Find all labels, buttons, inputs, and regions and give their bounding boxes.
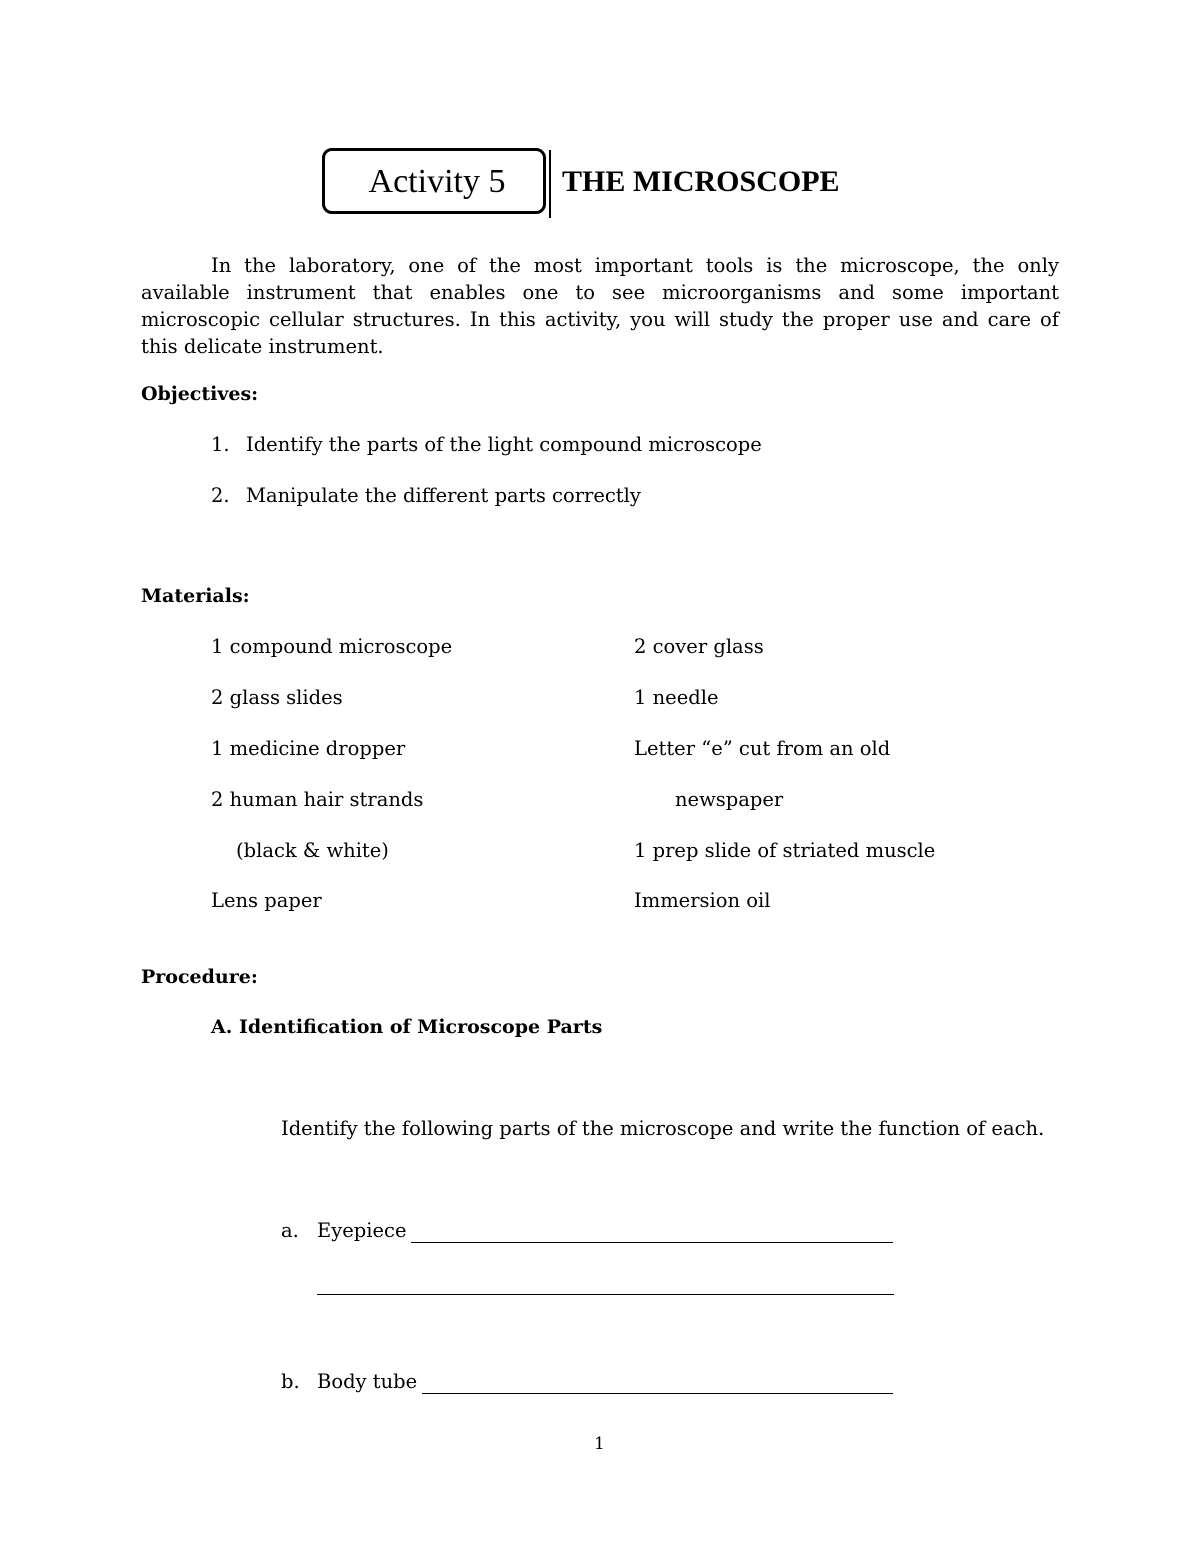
part-label-body-tube: Body tube (317, 1370, 418, 1393)
section-a-heading: A. Identification of Microscope Parts (211, 1016, 603, 1038)
page-title: THE MICROSCOPE (562, 165, 840, 198)
objective-number: 2. (211, 484, 230, 507)
part-label-eyepiece: Eyepiece (317, 1219, 407, 1242)
intro-paragraph: In the laboratory, one of the most important tools is the microscope, the only available instrument that enables one to see microorganisms and some important microscopic cellular structures. In this activity, you will study the proper use and care of this delicate instrument. (141, 254, 1059, 358)
procedure-heading: Procedure: (141, 966, 258, 988)
instruction-text: Identify the following parts of the microscope and write the function of each. (281, 1117, 1045, 1140)
material-item: 2 cover glass (634, 635, 764, 658)
material-item: Lens paper (211, 889, 322, 912)
material-item: 2 glass slides (211, 686, 343, 709)
activity-label: Activity 5 (368, 163, 506, 200)
materials-heading: Materials: (141, 585, 250, 607)
title-divider (549, 150, 551, 218)
material-item: Immersion oil (634, 889, 771, 912)
material-item: 1 prep slide of striated muscle (634, 839, 936, 862)
objective-item: Identify the parts of the light compound microscope (246, 433, 762, 456)
material-item: newspaper (675, 788, 784, 811)
material-item: 1 needle (634, 686, 719, 709)
part-letter: a. (281, 1219, 299, 1242)
answer-line[interactable] (411, 1242, 893, 1243)
objectives-heading: Objectives: (141, 383, 259, 405)
part-letter: b. (281, 1370, 300, 1393)
material-item: 1 compound microscope (211, 635, 453, 658)
material-item: 2 human hair strands (211, 788, 424, 811)
material-item: (black & white) (236, 839, 389, 862)
material-item: 1 medicine dropper (211, 737, 406, 760)
answer-line[interactable] (317, 1294, 894, 1295)
answer-line[interactable] (422, 1393, 893, 1394)
material-item: Letter “e” cut from an old (634, 737, 891, 760)
objective-item: Manipulate the different parts correctly (246, 484, 641, 507)
activity-label-box (322, 148, 546, 214)
objective-number: 1. (211, 433, 230, 456)
page-number: 1 (594, 1434, 605, 1454)
